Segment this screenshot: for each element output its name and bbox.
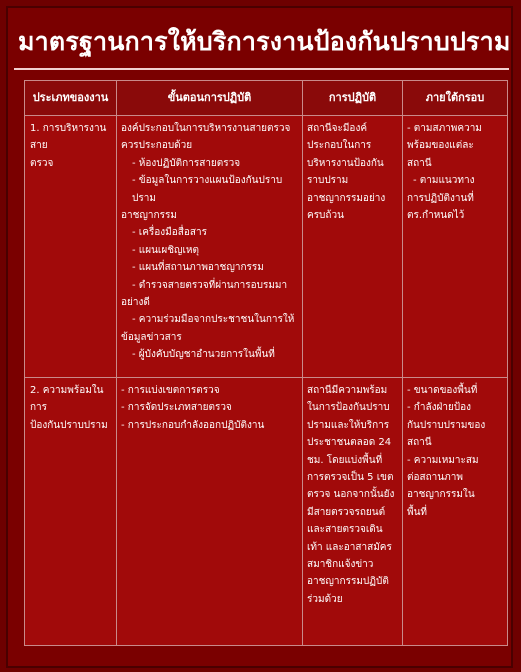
cell-line: สถานี (407, 157, 432, 169)
cell-job-type (25, 378, 117, 646)
cell-line: - ความร่วมมือจากประชาชนในการให้ (132, 314, 295, 326)
cell-line: บริหารงานป้องกัน (307, 157, 384, 169)
cell-line: กันปราบปรามของ (407, 419, 486, 431)
cell-procedure (117, 116, 303, 378)
cell-line: มีสายตรวจรถยนต์ (307, 506, 386, 518)
cell-line: - การแบ่งเขตการตรวจ (121, 385, 220, 396)
cell-line: อาชญากรรมอย่าง (307, 192, 386, 204)
cell-line: พื้นที่ (407, 506, 428, 518)
cell-line: การตรวจเป็น 5 เขต (307, 472, 394, 484)
cell-line: - ความเหมาะสม (407, 454, 479, 466)
header-framework: ภายใต้กรอบ (403, 81, 508, 116)
cell-job-type (25, 116, 117, 378)
cell-line: ต่อสถานภาพ (407, 472, 463, 484)
header-procedure: ขั้นตอนการปฏิบัติ (117, 81, 303, 116)
cell-line: สมาชิกแจ้งข่าว (307, 559, 374, 571)
cell-line: เท้า และอาสาสมัคร (307, 541, 392, 553)
cell-line: ควรประกอบด้วย (121, 140, 193, 152)
page-title: มาตรฐานการให้บริการงานป้องกันปราบปราม (18, 27, 511, 56)
cell-line: อย่างดี (121, 297, 150, 309)
cell-line: - การประกอบกำลังออกปฏิบัติงาน (121, 419, 265, 431)
cell-line: ตร.กำหนดไว้ (407, 210, 465, 222)
cell-line: สถานีมีความพร้อม (307, 385, 388, 396)
table-header-row (25, 81, 508, 116)
cell-practice (303, 116, 403, 378)
cell-line: ข้อมูลข่าวสาร (121, 331, 182, 343)
cell-line: อาชญากรรมปฏิบัติ (307, 576, 389, 588)
cell-line: - ตามสภาพความ (407, 123, 482, 134)
cell-framework (403, 116, 508, 378)
cell-line: สถานี (407, 437, 432, 449)
cell-line: ร่วมด้วย (307, 593, 343, 605)
cell-line: องค์ประกอบในการบริหารงานสายตรวจ (121, 123, 291, 134)
cell-practice (303, 378, 403, 646)
cell-line: - การจัดประเภทสายตรวจ (121, 402, 232, 414)
cell-line: - แผนเผชิญเหตุ (132, 244, 200, 256)
cell-line: ในการป้องกันปราบ (307, 402, 390, 414)
cell-line: - ตามแนวทาง (413, 175, 475, 187)
cell-line: - ผู้บังคับบัญชาอำนวยการในพื้นที่ (132, 349, 275, 361)
cell-line: ประชาชนตลอด 24 (307, 437, 392, 449)
cell-line: ปรามและให้บริการ (307, 419, 390, 431)
cell-line: 1. การบริหารงานสาย (30, 123, 107, 152)
cell-line: 2. ความพร้อมในการ (30, 385, 104, 414)
cell-line: ชม. โดยแบ่งพื้นที่ (307, 454, 383, 466)
header-practice: การปฏิบัติ (303, 81, 403, 116)
cell-line: - ข้อมูลในการวางแผนป้องกันปราบปราม (132, 175, 283, 204)
cell-line: พร้อมของแต่ละ (407, 140, 474, 152)
cell-line: - ห้องปฏิบัติการสายตรวจ (132, 157, 241, 169)
cell-line: อาชญากรรมใน (407, 489, 475, 501)
cell-line: ประกอบในการ (307, 140, 372, 152)
cell-line: - กำลังฝ่ายป้อง (407, 402, 472, 414)
cell-line: - ขนาดของพื้นที่ (407, 385, 478, 396)
cell-line: ป้องกันปราบปราม (30, 419, 108, 431)
standards-table (24, 80, 508, 646)
cell-line: ตรวจ นอกจากนั้นยัง (307, 489, 395, 501)
cell-line: การปฏิบัติงานที่ (407, 192, 474, 204)
cell-framework (403, 378, 508, 646)
cell-line: - เครื่องมือสื่อสาร (132, 227, 207, 239)
table-row (25, 116, 508, 378)
cell-line: และสายตรวจเดิน (307, 524, 383, 536)
table-row (25, 378, 508, 646)
cell-line: ครบถ้วน (307, 210, 344, 222)
cell-line: ราบปราม (307, 175, 349, 187)
cell-procedure (117, 378, 303, 646)
header-job-type: ประเภทของงาน (25, 81, 117, 116)
cell-line: สถานีจะมีองค์ (307, 123, 368, 134)
title-divider (14, 68, 509, 70)
cell-line: อาชญากรรม (121, 210, 177, 222)
cell-line: - ตำรวจสายตรวจที่ผ่านการอบรมมา (132, 279, 288, 291)
cell-line: - แผนที่สถานภาพอาชญากรรม (132, 262, 264, 274)
cell-line: ตรวจ (30, 157, 54, 169)
